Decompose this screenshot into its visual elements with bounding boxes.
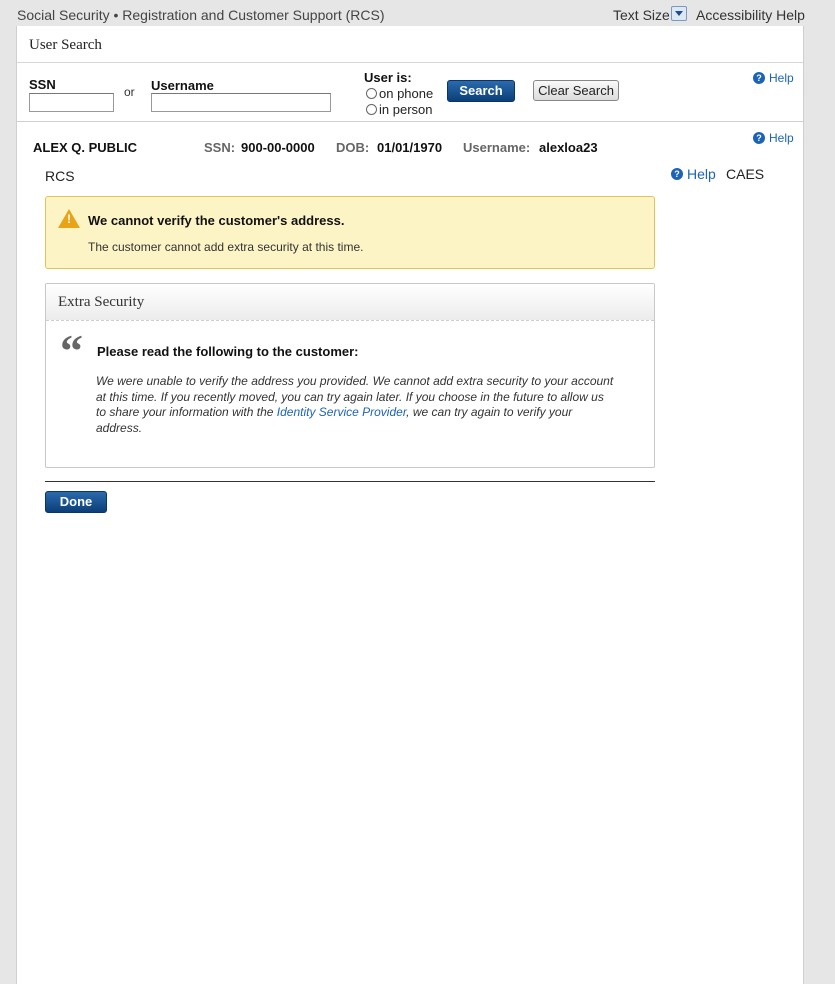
on-phone-radio[interactable] bbox=[366, 88, 377, 99]
warning-alert: ! We cannot verify the customer's address. The customer cannot add extra security at this time. bbox=[45, 196, 655, 269]
help-icon: ? bbox=[671, 168, 683, 180]
clear-search-button[interactable]: Clear Search bbox=[533, 80, 619, 101]
text-size-label: Text Size bbox=[613, 7, 670, 23]
username-label: Username bbox=[151, 78, 214, 93]
username-value: alexloa23 bbox=[539, 140, 598, 155]
or-label: or bbox=[124, 85, 135, 99]
panel-header bbox=[46, 284, 654, 321]
dob-field-label: DOB: bbox=[336, 140, 370, 155]
customer-help-link[interactable] bbox=[753, 131, 794, 145]
on-phone-option[interactable] bbox=[366, 86, 433, 101]
search-bar bbox=[17, 63, 803, 122]
customer-name: ALEX Q. PUBLIC bbox=[33, 140, 138, 155]
divider bbox=[45, 481, 655, 482]
search-button[interactable]: Search bbox=[447, 80, 515, 102]
ssn-label: SSN bbox=[29, 77, 56, 92]
alert-body: The customer cannot add extra security at this time. bbox=[88, 240, 364, 254]
extra-security-panel bbox=[45, 283, 655, 468]
panel-title: Extra Security bbox=[58, 294, 145, 310]
user-search-header bbox=[17, 26, 803, 63]
help-icon: ? bbox=[753, 132, 765, 144]
help-label: Help bbox=[769, 131, 794, 145]
user-is-label: User is: bbox=[364, 70, 412, 85]
ssn-input[interactable] bbox=[29, 93, 114, 112]
help-icon: ? bbox=[753, 72, 765, 84]
ssn-field-label: SSN: bbox=[204, 140, 236, 155]
text-size-dropdown-icon[interactable] bbox=[671, 6, 687, 21]
identity-service-provider-link[interactable]: Identity Service Provider bbox=[276, 405, 407, 419]
help-label: Help bbox=[687, 166, 716, 182]
help-label: Help bbox=[769, 71, 794, 85]
main-page bbox=[16, 26, 804, 984]
done-button[interactable]: Done bbox=[45, 491, 107, 513]
read-instruction: Please read the following to the customer: bbox=[97, 344, 359, 359]
dob-value: 01/01/1970 bbox=[377, 140, 443, 155]
in-person-radio[interactable] bbox=[366, 104, 377, 115]
search-help-link[interactable] bbox=[753, 71, 794, 85]
accessibility-help-link[interactable]: Accessibility Help bbox=[696, 7, 805, 23]
username-field-label: Username: bbox=[463, 140, 531, 155]
script-text-end: , we can try again to verify your address. bbox=[96, 405, 573, 435]
section-help-link[interactable] bbox=[671, 166, 716, 182]
on-phone-label: on phone bbox=[379, 86, 434, 101]
customer-script bbox=[96, 374, 616, 436]
top-bar bbox=[0, 0, 835, 26]
quote-icon: “ bbox=[60, 325, 83, 376]
app-title: Social Security • Registration and Customer Support (RCS) bbox=[17, 7, 385, 23]
username-input[interactable] bbox=[151, 93, 331, 112]
caes-link[interactable]: CAES bbox=[726, 166, 765, 182]
alert-title: We cannot verify the customer's address. bbox=[88, 213, 345, 228]
ssn-value: 900-00-0000 bbox=[241, 140, 315, 155]
breadcrumb: RCS bbox=[45, 168, 75, 184]
script-text: We were unable to verify the address you provided. We cannot add extra security to your account at this time. If you recently moved, you can try again later. If you choose in the future to allow us to share your information with the bbox=[96, 374, 614, 419]
user-search-title: User Search bbox=[29, 37, 102, 53]
in-person-label: in person bbox=[379, 102, 433, 117]
in-person-option[interactable] bbox=[366, 102, 432, 117]
